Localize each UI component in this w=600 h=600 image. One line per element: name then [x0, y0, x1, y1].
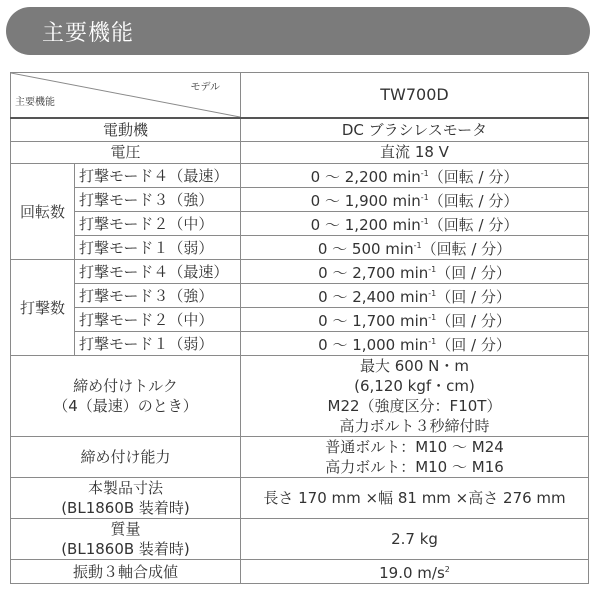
weight-label: 質量 (BL1860B 装着時) — [11, 519, 241, 560]
corner-cell — [11, 73, 241, 119]
impact-label: 打撃数 — [11, 260, 75, 356]
capacity-label: 締め付け能力 — [11, 437, 241, 478]
impact-value: 0 ～ 1,000 $\min^{-1}$（回 / 分） — [241, 332, 589, 356]
table-row — [11, 260, 589, 284]
rotation-value: 0 ～ 500 $\min^{-1}$（回転 / 分） — [241, 236, 589, 260]
table-row — [11, 236, 589, 260]
table-header-row — [11, 73, 589, 119]
motor-value: DC ブラシレスモータ — [241, 118, 589, 141]
rotation-mode: 打撃モード１（弱） — [75, 236, 241, 260]
table-row — [11, 141, 589, 164]
impact-value: 0 ～ 2,400 $\min^{-1}$（回 / 分） — [241, 284, 589, 308]
table-row — [11, 188, 589, 212]
corner-feature-label: 主要機能 — [15, 97, 55, 108]
spec-table — [10, 72, 589, 584]
rotation-mode: 打撃モード２（中） — [75, 212, 241, 236]
rotation-mode: 打撃モード３（強） — [75, 188, 241, 212]
table-row — [11, 118, 589, 141]
rotation-value: 0 ～ 2,200 $\min^{-1}$（回転 / 分） — [241, 164, 589, 188]
impact-value: 0 ～ 2,700 $\min^{-1}$（回 / 分） — [241, 260, 589, 284]
vibration-value: 19.0 $m/s^2$ — [241, 560, 589, 584]
voltage-value: 直流 18 V — [241, 141, 589, 164]
rotation-value: 0 ～ 1,200 $\min^{-1}$（回転 / 分） — [241, 212, 589, 236]
impact-mode: 打撃モード４（最速） — [75, 260, 241, 284]
table-row — [11, 212, 589, 236]
torque-value: 最大 600 N・m (6,120 kgf・cm) M22（強度区分：F10T） 高力ボルト３秒締付時 — [241, 356, 589, 437]
rotation-label: 回転数 — [11, 164, 75, 260]
weight-value: 2.7 kg — [241, 519, 589, 560]
table-row — [11, 519, 589, 560]
table-row — [11, 284, 589, 308]
section-header — [6, 7, 590, 55]
impact-value: 0 ～ 1,700 $\min^{-1}$（回 / 分） — [241, 308, 589, 332]
impact-mode: 打撃モード１（弱） — [75, 332, 241, 356]
impact-mode: 打撃モード２（中） — [75, 308, 241, 332]
rotation-mode: 打撃モード４（最速） — [75, 164, 241, 188]
motor-label: 電動機 — [11, 118, 241, 141]
table-row — [11, 356, 589, 437]
model-name: TW700D — [241, 73, 589, 119]
dimensions-label: 本製品寸法 (BL1860B 装着時) — [11, 478, 241, 519]
table-row — [11, 437, 589, 478]
rotation-value: 0 ～ 1,900 $\min^{-1}$（回転 / 分） — [241, 188, 589, 212]
corner-model-label: モデル — [190, 82, 220, 93]
vibration-label: 振動３軸合成値 — [11, 560, 241, 584]
table-row — [11, 164, 589, 188]
section-title: 主要機能 — [42, 21, 135, 46]
capacity-value: 普通ボルト：M10 ～ M24 高力ボルト：M10 ～ M16 — [241, 437, 589, 478]
torque-label: 締め付けトルク （4（最速）のとき） — [11, 356, 241, 437]
table-row — [11, 308, 589, 332]
table-row — [11, 560, 589, 584]
impact-mode: 打撃モード３（強） — [75, 284, 241, 308]
table-row — [11, 332, 589, 356]
voltage-label: 電圧 — [11, 141, 241, 164]
dimensions-value: 長さ 170 mm ×幅 81 mm ×高さ 276 mm — [241, 478, 589, 519]
table-row — [11, 478, 589, 519]
